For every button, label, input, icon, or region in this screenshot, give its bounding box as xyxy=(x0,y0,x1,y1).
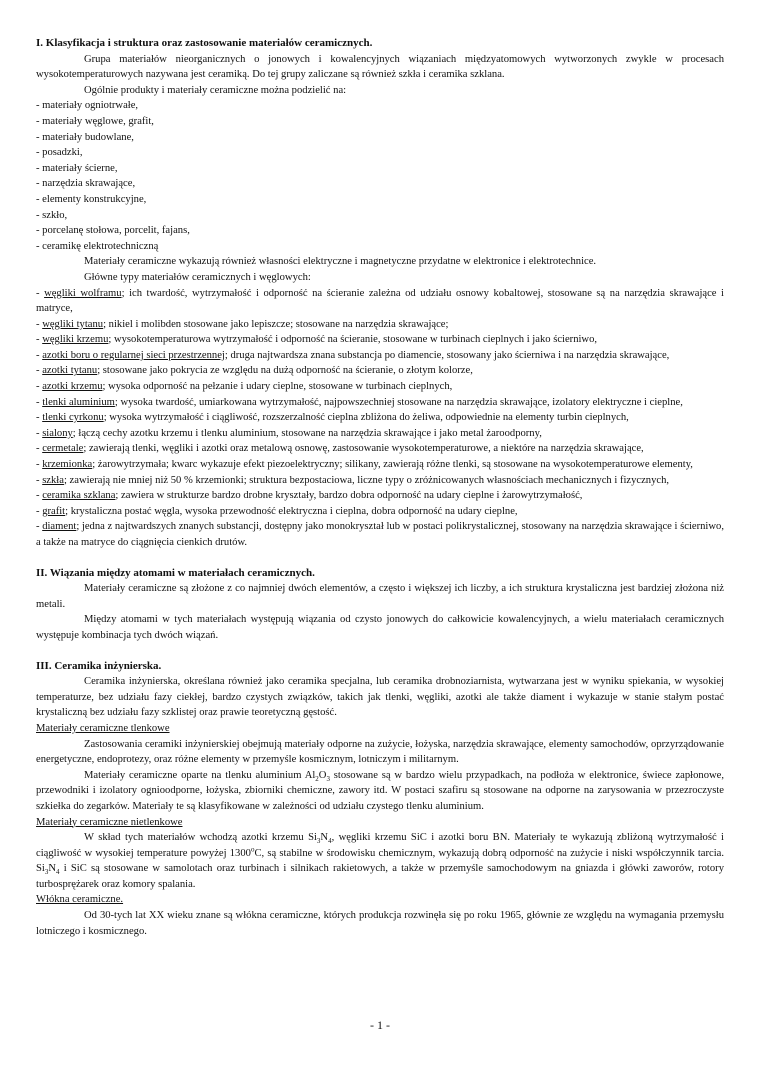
type-item: - grafit; krystaliczna postać węgla, wysoka przewodność elektryczna i cieplna, dobra odporność na udary cieplne, xyxy=(36,505,518,517)
type-item: - azotki tytanu; stosowane jako pokrycia ze względu na dużą odporność na ścieranie, o złotym kolorze, xyxy=(36,365,473,377)
type-item-description: ; wysokotemperaturowa wytrzymałość i odporność na ścieranie, stosowane w turbinach cieplnych i jako ścierniwo, xyxy=(108,334,598,346)
type-item: - ceramika szklana; zawiera w strukturze bardzo drobne kryształy, bardzo dobra odporność na udary cieplne i żarowytrzymałość, xyxy=(36,490,583,502)
type-item-name: cermetale xyxy=(42,443,84,455)
type-item-description: ; zawiera w strukturze bardzo drobne kryształy, bardzo dobra odporność na udary cieplne i żarowytrzymałość, xyxy=(115,490,583,502)
type-item-name: węgliki tytanu xyxy=(42,318,104,330)
paragraph-ceramics-definition: Grupa materiałów nieorganicznych o jonowych i kowalencyjnych wiązaniach międzyatomowych wytworzonych zwykle w procesach wysokotemperaturowych nazywana jest ceramiką. Do tej grupy zaliczane są również szkła i ceramika szklana. xyxy=(36,53,724,81)
type-item-description: ; druga najtwardsza znana substancja po diamencie, stosowany jako ścierniwa i na narzędzia skrawające, xyxy=(224,349,670,361)
section-title-3: III. Ceramika inżynierska. xyxy=(36,659,162,672)
type-item: - cermetale; zawierają tlenki, węgliki i azotki oraz metalową osnowę, zastosowanie wysokotemperaturowe, a niektóre na narzędzia skrawające, xyxy=(36,443,644,455)
category-item: - materiały ścierne, xyxy=(36,162,118,174)
subheading-non-oxide-ceramics: Materiały ceramiczne nietlenkowe xyxy=(36,816,183,828)
type-item-name: azotki krzemu xyxy=(42,381,103,393)
type-item-name: grafit xyxy=(42,505,66,517)
categories-list xyxy=(36,98,724,254)
type-item: - azotki krzemu; wysoka odporność na pełzanie i udary cieplne, stosowane w turbinach cieplnych, xyxy=(36,381,453,393)
subheading-oxide-ceramics: Materiały ceramiczne tlenkowe xyxy=(36,722,170,734)
type-item-description: ; ich twardość, wytrzymałość i odporność na ścieranie zależna od udziału osnowy kobaltowej, stosowane są na narzędzia skrawające i matryce, xyxy=(36,287,724,315)
category-item: - elementy konstrukcyjne, xyxy=(36,193,147,205)
alumina-text-a: Materiały ceramiczne oparte na tlenku aluminium Al xyxy=(84,769,316,781)
type-item-description: ; stosowane jako pokrycia ze względu na dużą odporność na ścieranie, o złotym kolorze, xyxy=(97,365,473,377)
type-item: - krzemionka; żarowytrzymała; kwarc wykazuje efekt piezoelektryczny; silikany, zawierają różne tlenki, są stosowane na wysokotemperaturowe elementy, xyxy=(36,459,693,471)
category-item: - ceramikę elektrotechniczną xyxy=(36,240,159,252)
paragraph-alumina xyxy=(36,768,724,815)
paragraph-ceramic-fibers: Od 30-tych lat XX wieku znane są włókna ceramiczne, których produkcja rozwinęła się po roku 1965, głównie ze względu na wymagania przemysłu lotniczego i kosmicznego. xyxy=(36,910,724,937)
alumina-text-c: stosowane są w bardzo wielu przypadkach, na podłoża w elektronice, świece zapłonowe, przewodniki i izolatory ognioodporne, łożyska, zbiorniki chemiczne, zawory itd. W postaci szafiru są stosowane na odporne na zarysowania w przezroczyste szkiełka do zegarków. Materiały te są klasyfikowane w zależności od udziału czystego tlenku aluminium. xyxy=(36,769,724,812)
paragraph-bonds-types: Między atomami w tych materiałach występują wiązania od czysto jonowych do całkowicie kowalencyjnych, a wielu materiałach ceramicznych występuje kombinacja tych dwóch wiązań. xyxy=(36,614,724,641)
type-item-name: ceramika szklana xyxy=(42,490,116,502)
type-item-name: krzemionka xyxy=(42,459,93,471)
type-item: - azotki boru o regularnej sieci przestrzennej; druga najtwardsza znana substancja po diamencie, stosowany jako ścierniwa i na narzędzia skrawające, xyxy=(36,349,670,361)
type-item-description: ; zawierają tlenki, węgliki i azotki oraz metalową osnowę, zastosowanie wysokotemperaturowe, a niektóre na narzędzia skrawające, xyxy=(83,443,644,455)
nonoxide-degree-sup: o xyxy=(250,845,255,854)
type-item-name: diament xyxy=(42,521,77,533)
paragraph-electrical-properties: Materiały ceramiczne wykazują również własności elektryczne i magnetyczne przydatne w elektronice i elektrotechnice. xyxy=(84,256,597,268)
alumina-text-b: O xyxy=(318,769,327,781)
type-item-name: sialony xyxy=(42,427,73,439)
type-item-description: ; żarowytrzymała; kwarc wykazuje efekt piezoelektryczny; silikany, zawierają różne tlenki, są stosowane na wysokotemperaturowe elementy, xyxy=(92,459,693,471)
paragraph-main-types-intro: Główne typy materiałów ceramicznych i węglowych: xyxy=(84,271,311,283)
type-item-description: ; jedna z najtwardszych znanych substancji, dostępny jako monokryształ lub w postaci polikrystalicznej, stosowany na narzędzia skrawające i ścierniwo, a także na matryce do ciągnięcia cienkich drutów. xyxy=(36,521,724,548)
type-item-description: ; wysoka twardość, umiarkowana wytrzymałość, najpowszechniej stosowane na narzędzia skrawające, izolatory elektryczne i cieplne, xyxy=(114,396,683,408)
page-number: - 1 - xyxy=(370,1018,390,1032)
type-item: - tlenki aluminium; wysoka twardość, umiarkowana wytrzymałość, najpowszechniej stosowane na narzędzia skrawające, izolatory elektryczne i cieplne, xyxy=(36,396,683,408)
paragraph-engineering-definition: Ceramika inżynierska, określana również jako ceramika specjalna, lub ceramika drobnoziarnista, wytwarzana jest w wyniku spiekania, w wysokiej temperaturze, bez udziału fazy ciekłej, bardzo czystych związków, takich jak tlenki, węgliki, azotki ale także diament i wykazuje w stanie stałym postać krystaliczną bez udziału fazy szklistej oraz prawie teoretyczną gęstość. xyxy=(36,676,724,719)
nonoxide-text-f: i SiC są stosowane w samolotach oraz turbinach i silnikach rakietowych, a także w przemyśle samochodowym na gniazda i główki zaworów, rotory turbosprężarek oraz komory spalania. xyxy=(36,863,724,890)
type-item-name: węgliki krzemu xyxy=(42,334,109,346)
nonoxide-sub-2: 4 xyxy=(328,837,332,846)
section-classification xyxy=(36,36,724,551)
paragraph-non-oxide xyxy=(36,830,724,892)
type-item-description: ; łączą cechy azotku krzemu i tlenku aluminium, stosowane na narzędzia skrawające i jako metal żaroodporny, xyxy=(72,427,542,439)
type-item-name: węgliki wolframu xyxy=(44,287,122,299)
category-item: - materiały węglowe, grafit, xyxy=(36,115,154,127)
alumina-sub-2: 2 xyxy=(315,774,319,783)
category-item: - porcelanę stołowa, porcelit, fajans, xyxy=(36,225,190,237)
category-item: - posadzki, xyxy=(36,147,83,159)
type-item: - węgliki krzemu; wysokotemperaturowa wytrzymałość i odporność na ścieranie, stosowane w turbinach cieplnych i jako ścierniwo, xyxy=(36,334,598,346)
nonoxide-text-c: , węgliki krzemu SiC i azotki boru BN. Materiały te wykazują zbliżoną wytrzymałość i ciągliwość w wysokiej temperature powyżej 1300 xyxy=(36,832,724,859)
subheading-ceramic-fibers: Włókna ceramiczne. xyxy=(36,894,124,906)
category-item: - narzędzia skrawające, xyxy=(36,178,136,190)
type-item-name: azotki boru o regularnej sieci przestrzennej xyxy=(42,349,225,361)
paragraph-engineering-applications: Zastosowania ceramiki inżynierskiej obejmują materiały odporne na zużycie, łożyska, narzędzia skrawające, elementy samochodów, oprzyrządowanie energetyczne, endoprotezy, oraz różne elementy w przemyśle kosmicznym, lotniczym i militarnym. xyxy=(36,738,724,766)
type-item-name: azotki tytanu xyxy=(42,365,98,377)
nonoxide-text-d: C, są stabilne w środowisku chemicznym, wykazują dobrą odporność na zużycie i niski współczynnik tarcia. Si xyxy=(36,847,724,875)
type-item-description: ; krystaliczna postać węgla, wysoka przewodność elektryczna i cieplna, dobra odporność na udary cieplne, xyxy=(65,505,518,517)
type-item: - tlenki cyrkonu; wysoka wytrzymałość i ciągliwość, rozszerzalność cieplna zbliżona do żeliwa, odpowiednie na elementy turbin cieplnych, xyxy=(36,412,629,424)
paragraph-bonds-composition: Materiały ceramiczne są złożone z co najmniej dwóch elementów, a często i większej ich liczby, a ich struktura krystaliczna jest bardziej złożona niż metali. xyxy=(36,583,724,610)
section-title-2: II. Wiązania między atomami w materiałach ceramicznych. xyxy=(36,566,315,579)
section-bonds xyxy=(36,566,724,644)
nonoxide-text-e: N xyxy=(48,863,56,875)
category-item: - materiały ogniotrwałe, xyxy=(36,100,139,112)
paragraph-division-intro: Ogólnie produkty i materiały ceramiczne można podzielić na: xyxy=(84,84,347,96)
alumina-sub-3: 3 xyxy=(326,774,330,783)
type-item: - szkła; zawierają nie mniej niż 50 % krzemionki; struktura bezpostaciowa, liczne typy o zróżnicowanych własnościach mechanicznych i fizycznych, xyxy=(36,474,670,486)
nonoxide-sub-3: 3 xyxy=(44,868,49,877)
nonoxide-text-a: W skład tych materiałów wchodzą azotki krzemu Si xyxy=(84,832,317,844)
nonoxide-sub-4: 4 xyxy=(56,868,60,877)
type-item-name: szkła xyxy=(42,474,64,486)
type-item: - sialony; łączą cechy azotku krzemu i tlenku aluminium, stosowane na narzędzia skrawające i jako metal żaroodporny, xyxy=(36,427,542,439)
type-item-description: ; nikiel i molibden stosowane jako lepiszcze; stosowane na narzędzia skrawające; xyxy=(103,318,449,330)
type-item: - węgliki tytanu; nikiel i molibden stosowane jako lepiszcze; stosowane na narzędzia skrawające; xyxy=(36,318,449,330)
type-item: - diament; jedna z najtwardszych znanych substancji, dostępny jako monokryształ lub w postaci polikrystalicznej, stosowany na narzędzia skrawające i ścierniwo, a także na matryce do ciągnięcia cienkich drutów. xyxy=(36,521,724,548)
category-item: - szkło, xyxy=(36,209,68,221)
type-item: - węgliki wolframu; ich twardość, wytrzymałość i odporność na ścieranie zależna od udziału osnowy kobaltowej, stosowane są na narzędzia skrawające i matryce, xyxy=(36,287,724,315)
type-item-name: tlenki cyrkonu xyxy=(42,412,104,424)
section-engineering-ceramics xyxy=(36,659,724,940)
category-item: - materiały budowlane, xyxy=(36,131,134,143)
type-item-name: tlenki aluminium xyxy=(42,396,115,408)
type-item-description: ; zawierają nie mniej niż 50 % krzemionki; struktura bezpostaciowa, liczne typy o zróżnicowanych własnościach mechanicznych i fizycznych, xyxy=(63,474,670,486)
type-item-description: ; wysoka odporność na pełzanie i udary cieplne, stosowane w turbinach cieplnych, xyxy=(102,381,453,393)
nonoxide-text-b: N xyxy=(320,832,329,844)
type-item-description: ; wysoka wytrzymałość i ciągliwość, rozszerzalność cieplna zbliżona do żeliwa, odpowiednie na elementy turbin cieplnych, xyxy=(103,412,629,424)
section-title-1: I. Klasyfikacja i struktura oraz zastosowanie materiałów ceramicznych. xyxy=(36,37,373,49)
types-list xyxy=(36,286,724,551)
nonoxide-sub-1: 3 xyxy=(316,837,321,846)
